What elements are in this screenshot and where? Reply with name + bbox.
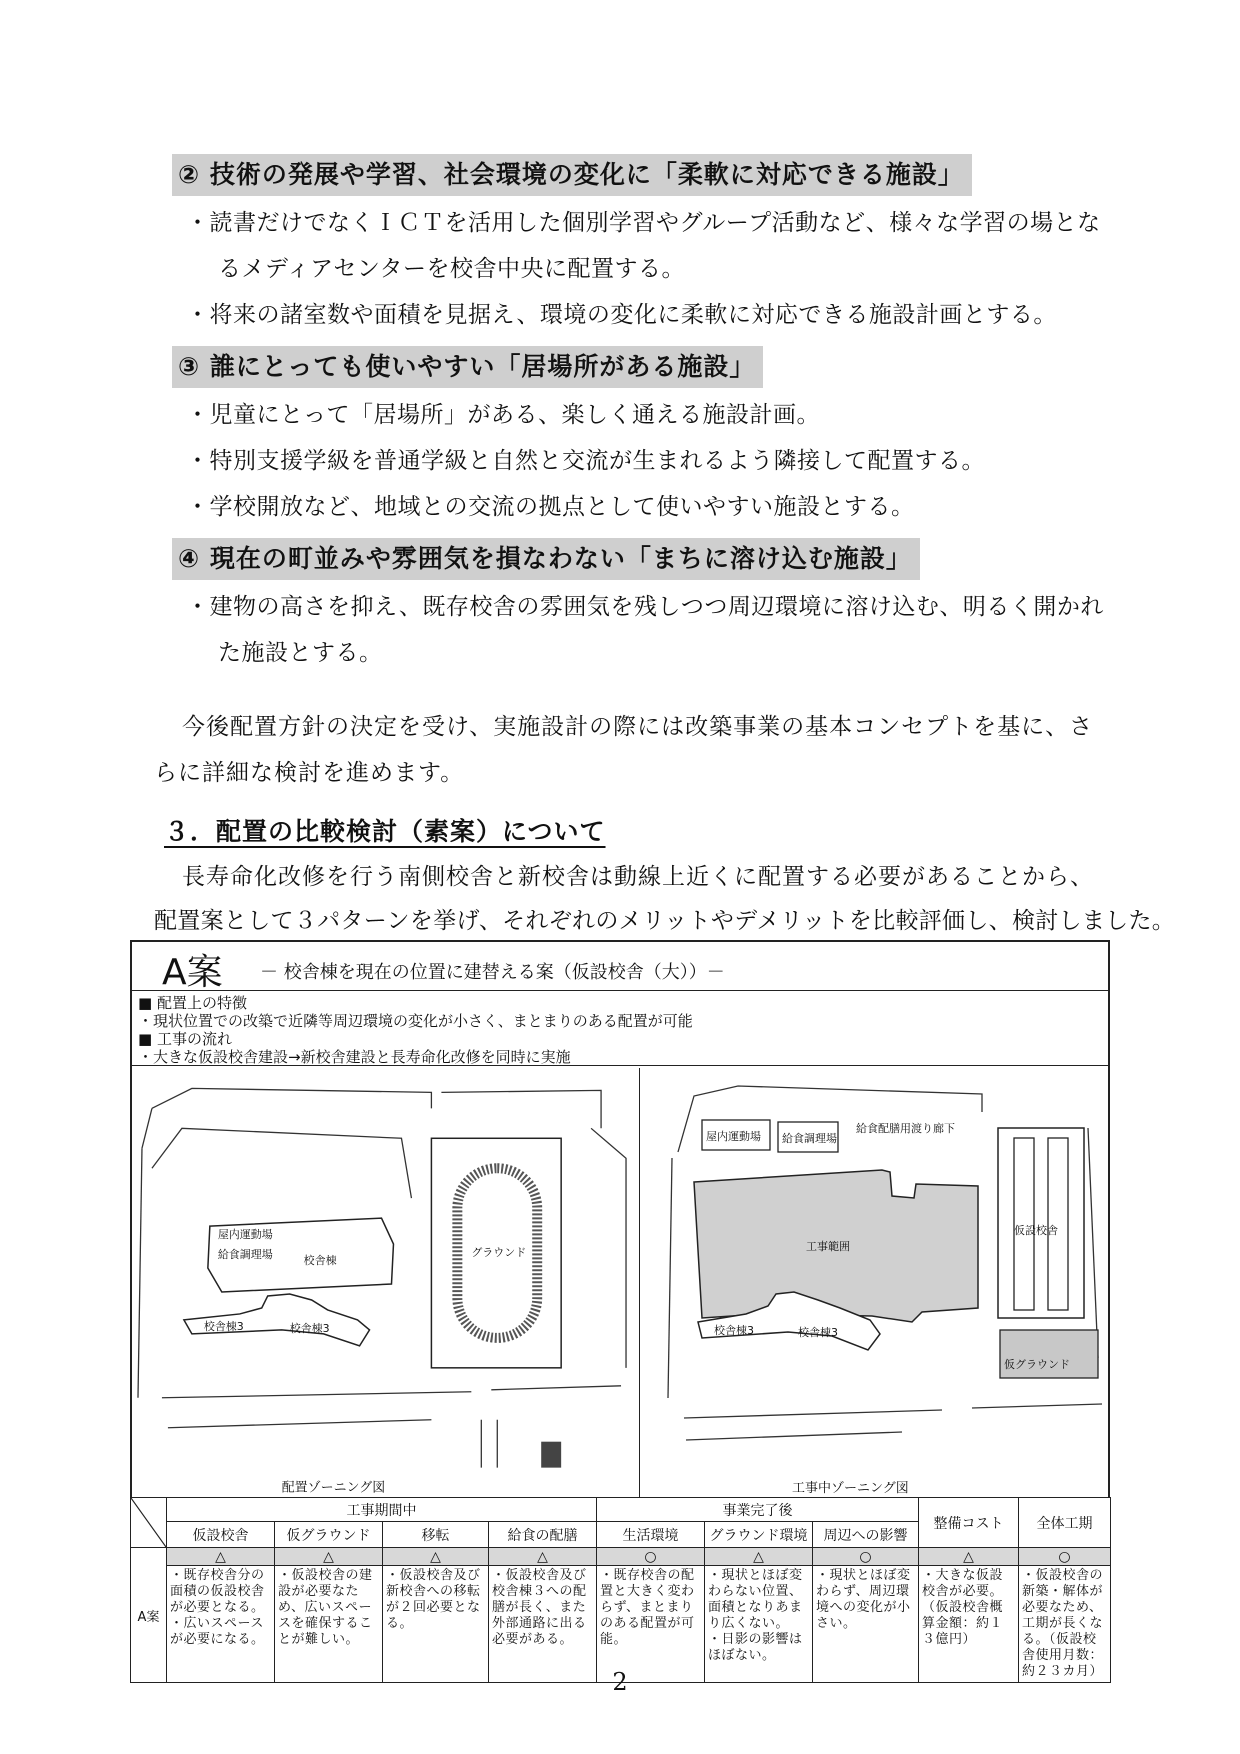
row-label: A案 bbox=[131, 1548, 167, 1683]
rating-mark: △ bbox=[275, 1548, 383, 1566]
rating-mark: △ bbox=[705, 1548, 813, 1566]
layout-zoning-diagram bbox=[132, 1068, 640, 1498]
plan-a-box bbox=[130, 940, 1110, 1560]
gym-label-right: 屋内運動場 bbox=[706, 1130, 761, 1143]
bullet-item-cont: た施設とする。 bbox=[218, 640, 383, 666]
bullet-item-cont: るメディアセンターを校舎中央に配置する。 bbox=[218, 256, 686, 282]
group-header-during: 工事期間中 bbox=[167, 1498, 597, 1522]
left-diagram-caption: 配置ゾーニング図 bbox=[281, 1480, 386, 1496]
wing2-label-right: 校舎棟3 bbox=[798, 1326, 838, 1339]
page-number: 2 bbox=[612, 1668, 628, 1696]
ground-label: グラウンド bbox=[471, 1246, 527, 1260]
section-3-heading: ３．配置の比較検討（素案）について bbox=[164, 817, 606, 846]
column-header: 給食の配膳 bbox=[489, 1522, 597, 1548]
temp-ground-label: 仮グラウンド bbox=[1004, 1358, 1070, 1371]
rating-mark: ○ bbox=[813, 1548, 919, 1566]
bullet-item: ・特別支援学級を普通学級と自然と交流が生まれるよう隣接して配置する。 bbox=[186, 448, 985, 474]
rating-mark: △ bbox=[383, 1548, 489, 1566]
temp-school-label: 仮設校舎 bbox=[1014, 1224, 1058, 1237]
group-header-cost: 整備コスト bbox=[919, 1498, 1019, 1548]
section-heading-4: ④ 現在の町並みや雰囲気を損なわない「まちに溶け込む施設」 bbox=[172, 538, 920, 580]
section-heading-3: ③ 誰にとっても使いやすい「居場所がある施設」 bbox=[172, 346, 763, 388]
rating-mark: △ bbox=[919, 1548, 1019, 1566]
group-header-after: 事業完了後 bbox=[597, 1498, 919, 1522]
plan-title: A案 bbox=[162, 952, 223, 993]
column-header: 仮グラウンド bbox=[275, 1522, 383, 1548]
table-cell-desc: ・仮設校舎の新築・解体が必要なため、工期が長くなる。（仮設校舎使用月数：約２３カ月） bbox=[1019, 1566, 1111, 1683]
corridor-label: 給食配膳用渡り廊下 bbox=[856, 1122, 955, 1135]
column-header: 仮設校舎 bbox=[167, 1522, 275, 1548]
table-cell-desc: ・仮設校舎及び校舎棟３への配膳が長く、また外部通路に出る必要がある。 bbox=[489, 1566, 597, 1683]
paragraph-line: 今後配置方針の決定を受け、実施設計の際には改築事業の基本コンセプトを基に、さ bbox=[182, 714, 1094, 740]
table-cell-desc: ・仮設校舎の建設が必要なため、広いスペースを確保することが難しい。 bbox=[275, 1566, 383, 1683]
comparison-table bbox=[130, 1497, 1111, 1683]
table-cell-desc: ・現状とほぼ変わらない位置、面積となりあまり広くない。 ・日影の影響はほぼない。 bbox=[705, 1566, 813, 1683]
kitchen-label-right: 給食調理場 bbox=[782, 1132, 837, 1145]
section-heading-2: ② 技術の発展や学習、社会環境の変化に「柔軟に対応できる施設」 bbox=[172, 154, 972, 196]
column-header: グラウンド環境 bbox=[705, 1522, 813, 1548]
feature-line: ■ 配置上の特徴 bbox=[138, 994, 247, 1012]
wing1-label-right: 校舎棟3 bbox=[714, 1324, 754, 1337]
rating-mark: △ bbox=[167, 1548, 275, 1566]
construction-zoning-diagram bbox=[642, 1068, 1108, 1498]
bullet-item: ・建物の高さを抑え、既存校舎の雰囲気を残しつつ周辺環境に溶け込む、明るく開かれ bbox=[186, 594, 1104, 620]
column-header: 移転 bbox=[383, 1522, 489, 1548]
gym-label: 屋内運動場 bbox=[217, 1228, 273, 1242]
school-label: 校舎棟 bbox=[303, 1254, 337, 1268]
bullet-item: ・学校開放など、地域との交流の拠点として使いやすい施設とする。 bbox=[186, 494, 915, 520]
table-cell-desc: ・既存校舎の配置と大きく変わらず、まとまりのある配置が可能。 bbox=[597, 1566, 705, 1683]
section-3-text: 配置案として３パターンを挙げ、それぞれのメリットやデメリットを比較評価し、検討しました。 bbox=[154, 908, 1176, 934]
group-header-period: 全体工期 bbox=[1019, 1498, 1111, 1548]
table-cell-desc: ・仮設校舎及び新校舎への移転が２回必要となる。 bbox=[383, 1566, 489, 1683]
column-header: 生活環境 bbox=[597, 1522, 705, 1548]
right-diagram-caption: 工事中ゾーニング図 bbox=[792, 1481, 909, 1496]
feature-line: ・現状位置での改築で近隣等周辺環境の変化が小さく、まとまりのある配置が可能 bbox=[138, 1012, 693, 1030]
wing2-label: 校舎棟3 bbox=[289, 1321, 330, 1335]
kitchen-label: 給食調理場 bbox=[217, 1248, 273, 1262]
rating-mark: ○ bbox=[1019, 1548, 1111, 1566]
construction-zoning-svg bbox=[642, 1068, 1108, 1498]
table-cell-desc: ・現状とほぼ変わらず、周辺環境への変化が小さい。 bbox=[813, 1566, 919, 1683]
bullet-item: ・児童にとって「居場所」がある、楽しく通える施設計画。 bbox=[186, 402, 821, 428]
rating-mark: △ bbox=[489, 1548, 597, 1566]
table-cell-desc: ・大きな仮設校舎が必要。（仮設校舎概算金額：約１３億円） bbox=[919, 1566, 1019, 1683]
construction-label: 工事範囲 bbox=[806, 1240, 850, 1253]
bullet-item: ・読書だけでなくＩＣＴを活用した個別学習やグループ活動など、様々な学習の場とな bbox=[186, 210, 1101, 236]
layout-zoning-svg bbox=[132, 1068, 639, 1498]
feature-line: ■ 工事の流れ bbox=[138, 1030, 232, 1048]
table-cell-desc: ・既存校舎分の面積の仮設校舎が必要となる。 ・広いスペースが必要になる。 bbox=[167, 1566, 275, 1683]
plan-subtitle: － 校舎棟を現在の位置に建替える案（仮設校舎（大））－ bbox=[260, 962, 725, 983]
rating-mark: ○ bbox=[597, 1548, 705, 1566]
paragraph-line: らに詳細な検討を進めます。 bbox=[154, 760, 465, 786]
feature-line: ・大きな仮設校舎建設→新校舎建設と長寿命化改修を同時に実施 bbox=[138, 1048, 571, 1066]
wing1-label: 校舎棟3 bbox=[203, 1319, 244, 1333]
table-corner bbox=[131, 1498, 167, 1548]
bullet-item: ・将来の諸室数や面積を見据え、環境の変化に柔軟に対応できる施設計画とする。 bbox=[186, 302, 1057, 328]
section-3-text: 長寿命化改修を行う南側校舎と新校舎は動線上近くに配置する必要があることから、 bbox=[182, 864, 1094, 890]
plan-features bbox=[132, 990, 1108, 1066]
column-header: 周辺への影響 bbox=[813, 1522, 919, 1548]
